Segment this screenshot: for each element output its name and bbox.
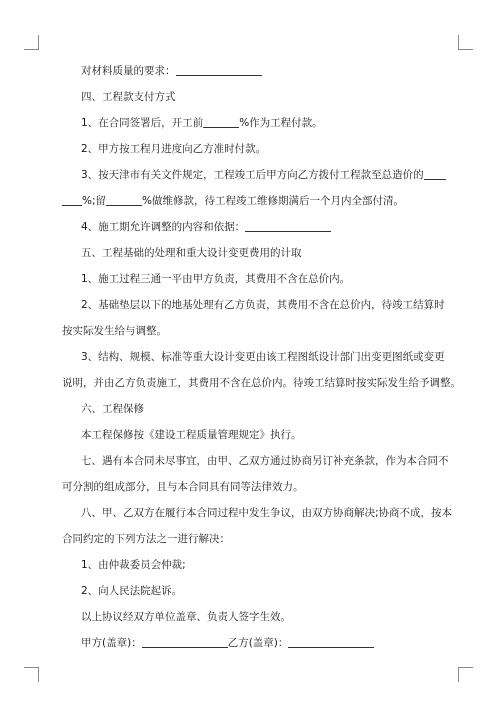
closing-statement: 以上协议经双方单位盖章、负责人签字生效。: [81, 611, 291, 623]
material-quality-blank[interactable]: [176, 63, 262, 76]
section-4-title: 四、工程款支付方式: [81, 91, 176, 103]
section-7a: 七、遇有本合同未尽事宜，由甲、乙双方通过协商另订补充条款，作为本合同不: [81, 455, 449, 467]
clause-4-3a: [62, 162, 440, 188]
clause-4-3b-post: %做维修款，待工程竣工维修期满后一个月内全部付清。: [142, 195, 404, 207]
clause-5-2a: 2、基础垫层以下的地基处理有乙方负责，其费用不含在总价内，待竣工结算时: [81, 299, 445, 311]
party-b-seal-label: 乙方(盖章)：: [227, 637, 289, 649]
crop-mark-bottom-right: [458, 667, 473, 682]
clause-5-2b: 按实际发生给与调整。: [62, 325, 167, 337]
total-percent-blank[interactable]: [424, 167, 446, 180]
clause-5-1: 1、施工过程三通一平由甲方负责，其费用不含在总价内。: [81, 273, 351, 285]
clause-4-3a-text: 3、按天津市有关文件规定，工程竣工后甲方向乙方拨付工程款至总造价的: [81, 169, 424, 181]
adjustment-basis-blank[interactable]: [245, 219, 331, 232]
clause-5-3a: 3、结构、规模、标准等重大设计变更由该工程图纸设计部门出变更图纸或变更: [81, 351, 445, 363]
clause-4-1-post: %作为工程付款。: [239, 117, 323, 129]
signature-line: [62, 630, 440, 656]
section-6-title: 六、工程保修: [81, 403, 144, 415]
party-a-seal-blank[interactable]: [142, 635, 228, 648]
material-quality-line: [62, 58, 440, 84]
section-6-text: 本工程保修按《建设工程质量管理规定》执行。: [81, 429, 302, 441]
retention-percent-blank[interactable]: [106, 193, 142, 206]
clause-4-4-text: 4、施工期允许调整的内容和依据：: [81, 221, 246, 233]
clause-5-3b: 说明，并由乙方负责施工，其费用不含在总价内。待竣工结算时按实际发生给予调整。: [62, 377, 461, 389]
document-body: [62, 58, 461, 656]
crop-mark-top-right: [458, 35, 473, 50]
section-8a: 八、甲、乙双方在履行本合同过程中发生争议，由双方协商解决;协商不成，按本: [81, 507, 453, 519]
clause-4-1-pre: 1、在合同签署后，开工前: [81, 117, 204, 129]
section-7b: 可分割的组成部分，且与本合同具有同等法律效力。: [62, 481, 304, 493]
advance-percent-blank[interactable]: [203, 115, 239, 128]
clause-4-3b-pre: %;留: [82, 195, 107, 207]
total-percent-blank-cont[interactable]: [62, 193, 82, 206]
section-8b: 合同约定的下列方法之一进行解决：: [62, 533, 230, 545]
clause-4-3b: [62, 188, 440, 214]
clause-8-1: 1、由仲裁委员会仲裁;: [81, 559, 186, 571]
crop-mark-bottom-left: [24, 667, 39, 682]
party-a-seal-label: 甲方(盖章)：: [81, 637, 142, 649]
material-quality-label: 对材料质量的要求：: [81, 65, 176, 77]
clause-4-1: [62, 110, 440, 136]
section-5-title: 五、工程基础的处理和重大设计变更费用的计取: [81, 247, 302, 259]
clause-4-2: 2、甲方按工程月进度向乙方准时付款。: [81, 143, 267, 155]
party-b-seal-blank[interactable]: [288, 635, 374, 648]
clause-8-2: 2、向人民法院起诉。: [81, 585, 183, 597]
crop-mark-top-left: [24, 35, 39, 50]
clause-4-4: [62, 214, 440, 240]
